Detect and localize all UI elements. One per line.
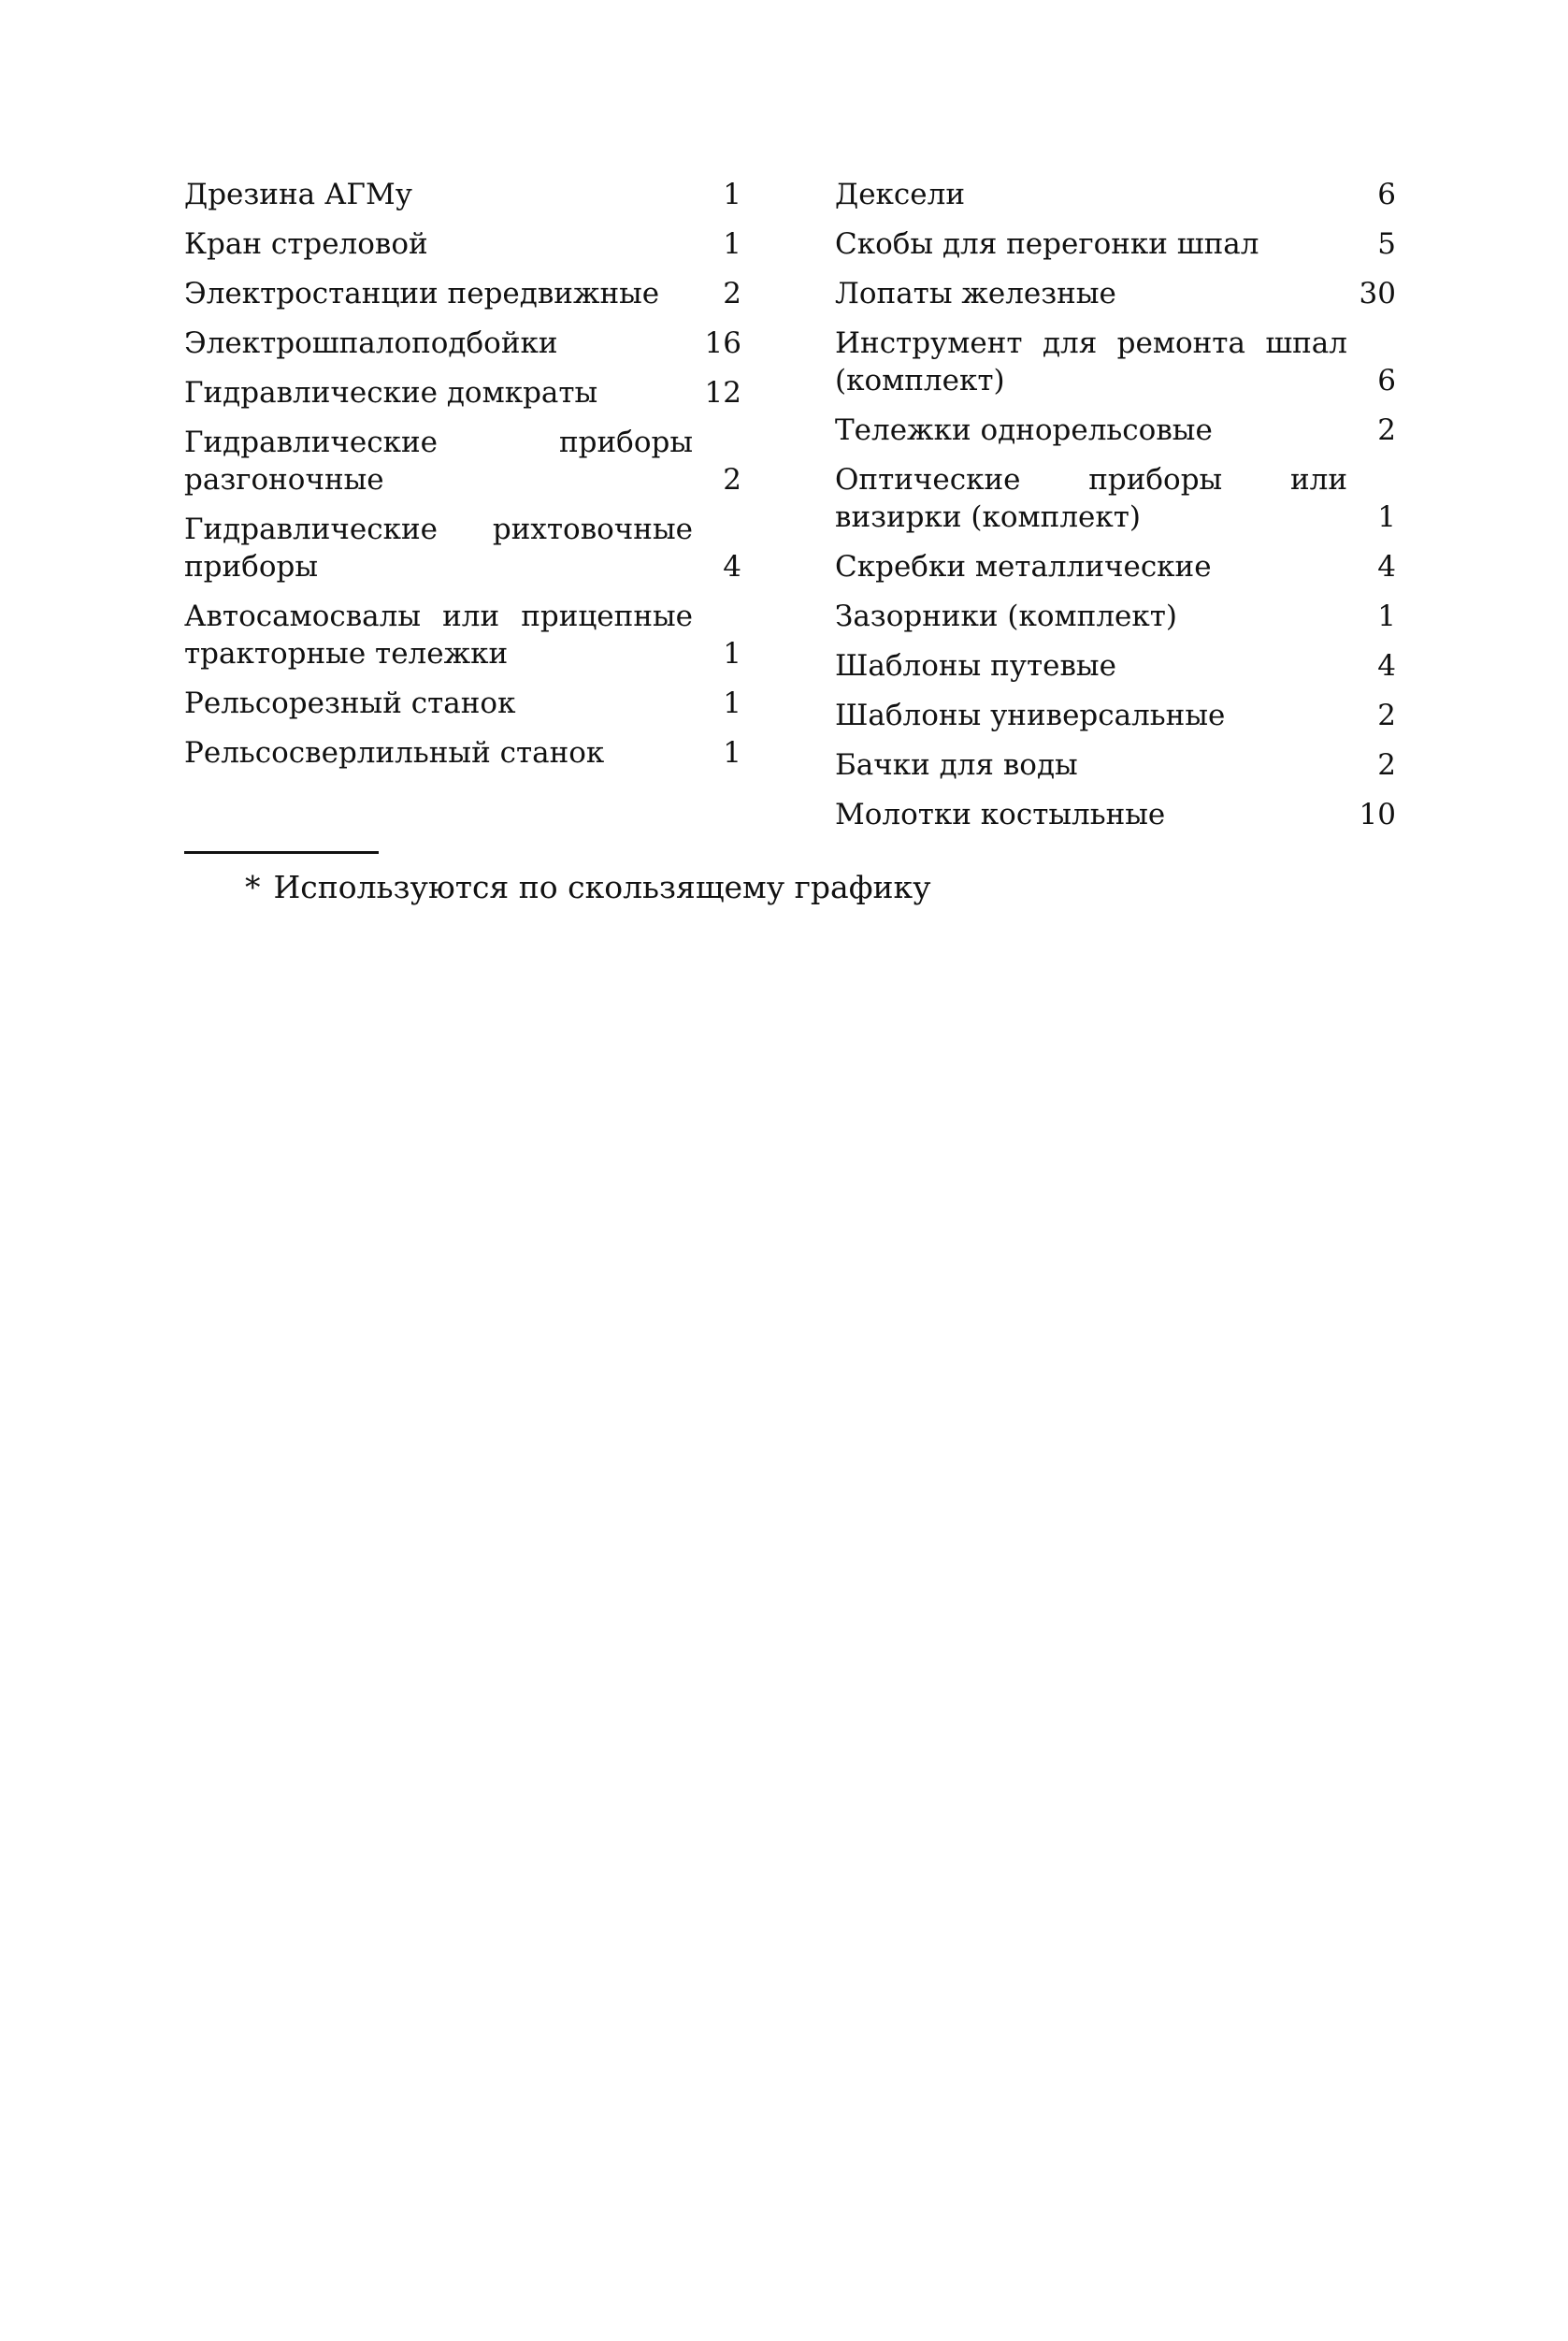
item-name: Зазорники (комплект) (835, 600, 1177, 633)
list-item (835, 746, 1396, 784)
item-name: Скребки металлические (835, 550, 1212, 584)
item-qty: 1 (723, 178, 741, 211)
item-qty: 1 (723, 227, 741, 261)
item-name: Гидравлические домкраты (184, 376, 598, 410)
item-qty: 2 (723, 277, 741, 311)
footnote (245, 868, 931, 907)
list-item (835, 548, 1396, 585)
item-name: Электростанции передвижные (184, 277, 660, 311)
item-name: Лопаты железные (835, 277, 1116, 311)
list-item (835, 461, 1396, 536)
list-item (184, 374, 741, 412)
list-item (835, 598, 1396, 635)
item-name: Рельсосверлильный станок (184, 736, 605, 770)
item-qty: 1 (723, 637, 741, 671)
item-qty: 4 (723, 550, 741, 584)
item-qty: 2 (723, 463, 741, 497)
item-name: Шаблоны путевые (835, 649, 1116, 683)
list-item (835, 796, 1396, 833)
item-name: Инструмент для ремонта шпал (комплект) (835, 326, 1347, 397)
item-name: Автосамосвалы или прицепные тракторные тележки (184, 600, 693, 671)
list-item (184, 424, 741, 499)
item-name: Электрошпалоподбойки (184, 326, 558, 360)
item-qty: 10 (1359, 798, 1396, 831)
item-qty: 1 (1377, 500, 1396, 534)
item-qty: 4 (1377, 550, 1396, 584)
item-name: Шаблоны универсальные (835, 699, 1226, 732)
item-name: Бачки для воды (835, 748, 1078, 782)
list-item (835, 325, 1396, 399)
item-qty: 2 (1377, 699, 1396, 732)
item-name: Дексели (835, 178, 965, 211)
item-qty: 1 (1377, 600, 1396, 633)
equipment-list-left (184, 176, 741, 784)
list-item (184, 225, 741, 263)
footnote-mark: * (245, 869, 261, 905)
item-qty: 2 (1377, 413, 1396, 447)
item-qty: 6 (1377, 364, 1396, 397)
footnote-text: Используются по скользящему графику (273, 869, 931, 905)
item-name: Дрезина АГМу (184, 178, 412, 211)
item-qty: 2 (1377, 748, 1396, 782)
item-qty: 30 (1359, 277, 1396, 311)
item-qty: 4 (1377, 649, 1396, 683)
equipment-list-right (835, 176, 1396, 845)
item-qty: 12 (704, 376, 741, 410)
list-item (184, 511, 741, 585)
item-name: Рельсорезный станок (184, 686, 516, 720)
item-name: Тележки однорельсовые (835, 413, 1213, 447)
list-item (835, 412, 1396, 449)
item-name: Гидравлические приборы разгоночные (184, 426, 693, 497)
list-item (184, 325, 741, 362)
list-item (835, 697, 1396, 734)
list-item (835, 275, 1396, 312)
item-name: Кран стреловой (184, 227, 428, 261)
item-name: Гидравлические рихтовочные приборы (184, 513, 693, 584)
list-item (184, 598, 741, 672)
item-qty: 1 (723, 686, 741, 720)
item-name: Скобы для перегонки шпал (835, 227, 1259, 261)
list-item (184, 275, 741, 312)
list-item (835, 176, 1396, 213)
item-qty: 6 (1377, 178, 1396, 211)
footnote-divider (184, 851, 379, 854)
list-item (835, 225, 1396, 263)
item-qty: 1 (723, 736, 741, 770)
item-qty: 16 (704, 326, 741, 360)
list-item (835, 647, 1396, 685)
item-qty: 5 (1377, 227, 1396, 261)
list-item (184, 734, 741, 772)
item-name: Молотки костыльные (835, 798, 1166, 831)
list-item (184, 176, 741, 213)
list-item (184, 685, 741, 722)
item-name: Оптические приборы или визирки (комплект) (835, 463, 1347, 534)
